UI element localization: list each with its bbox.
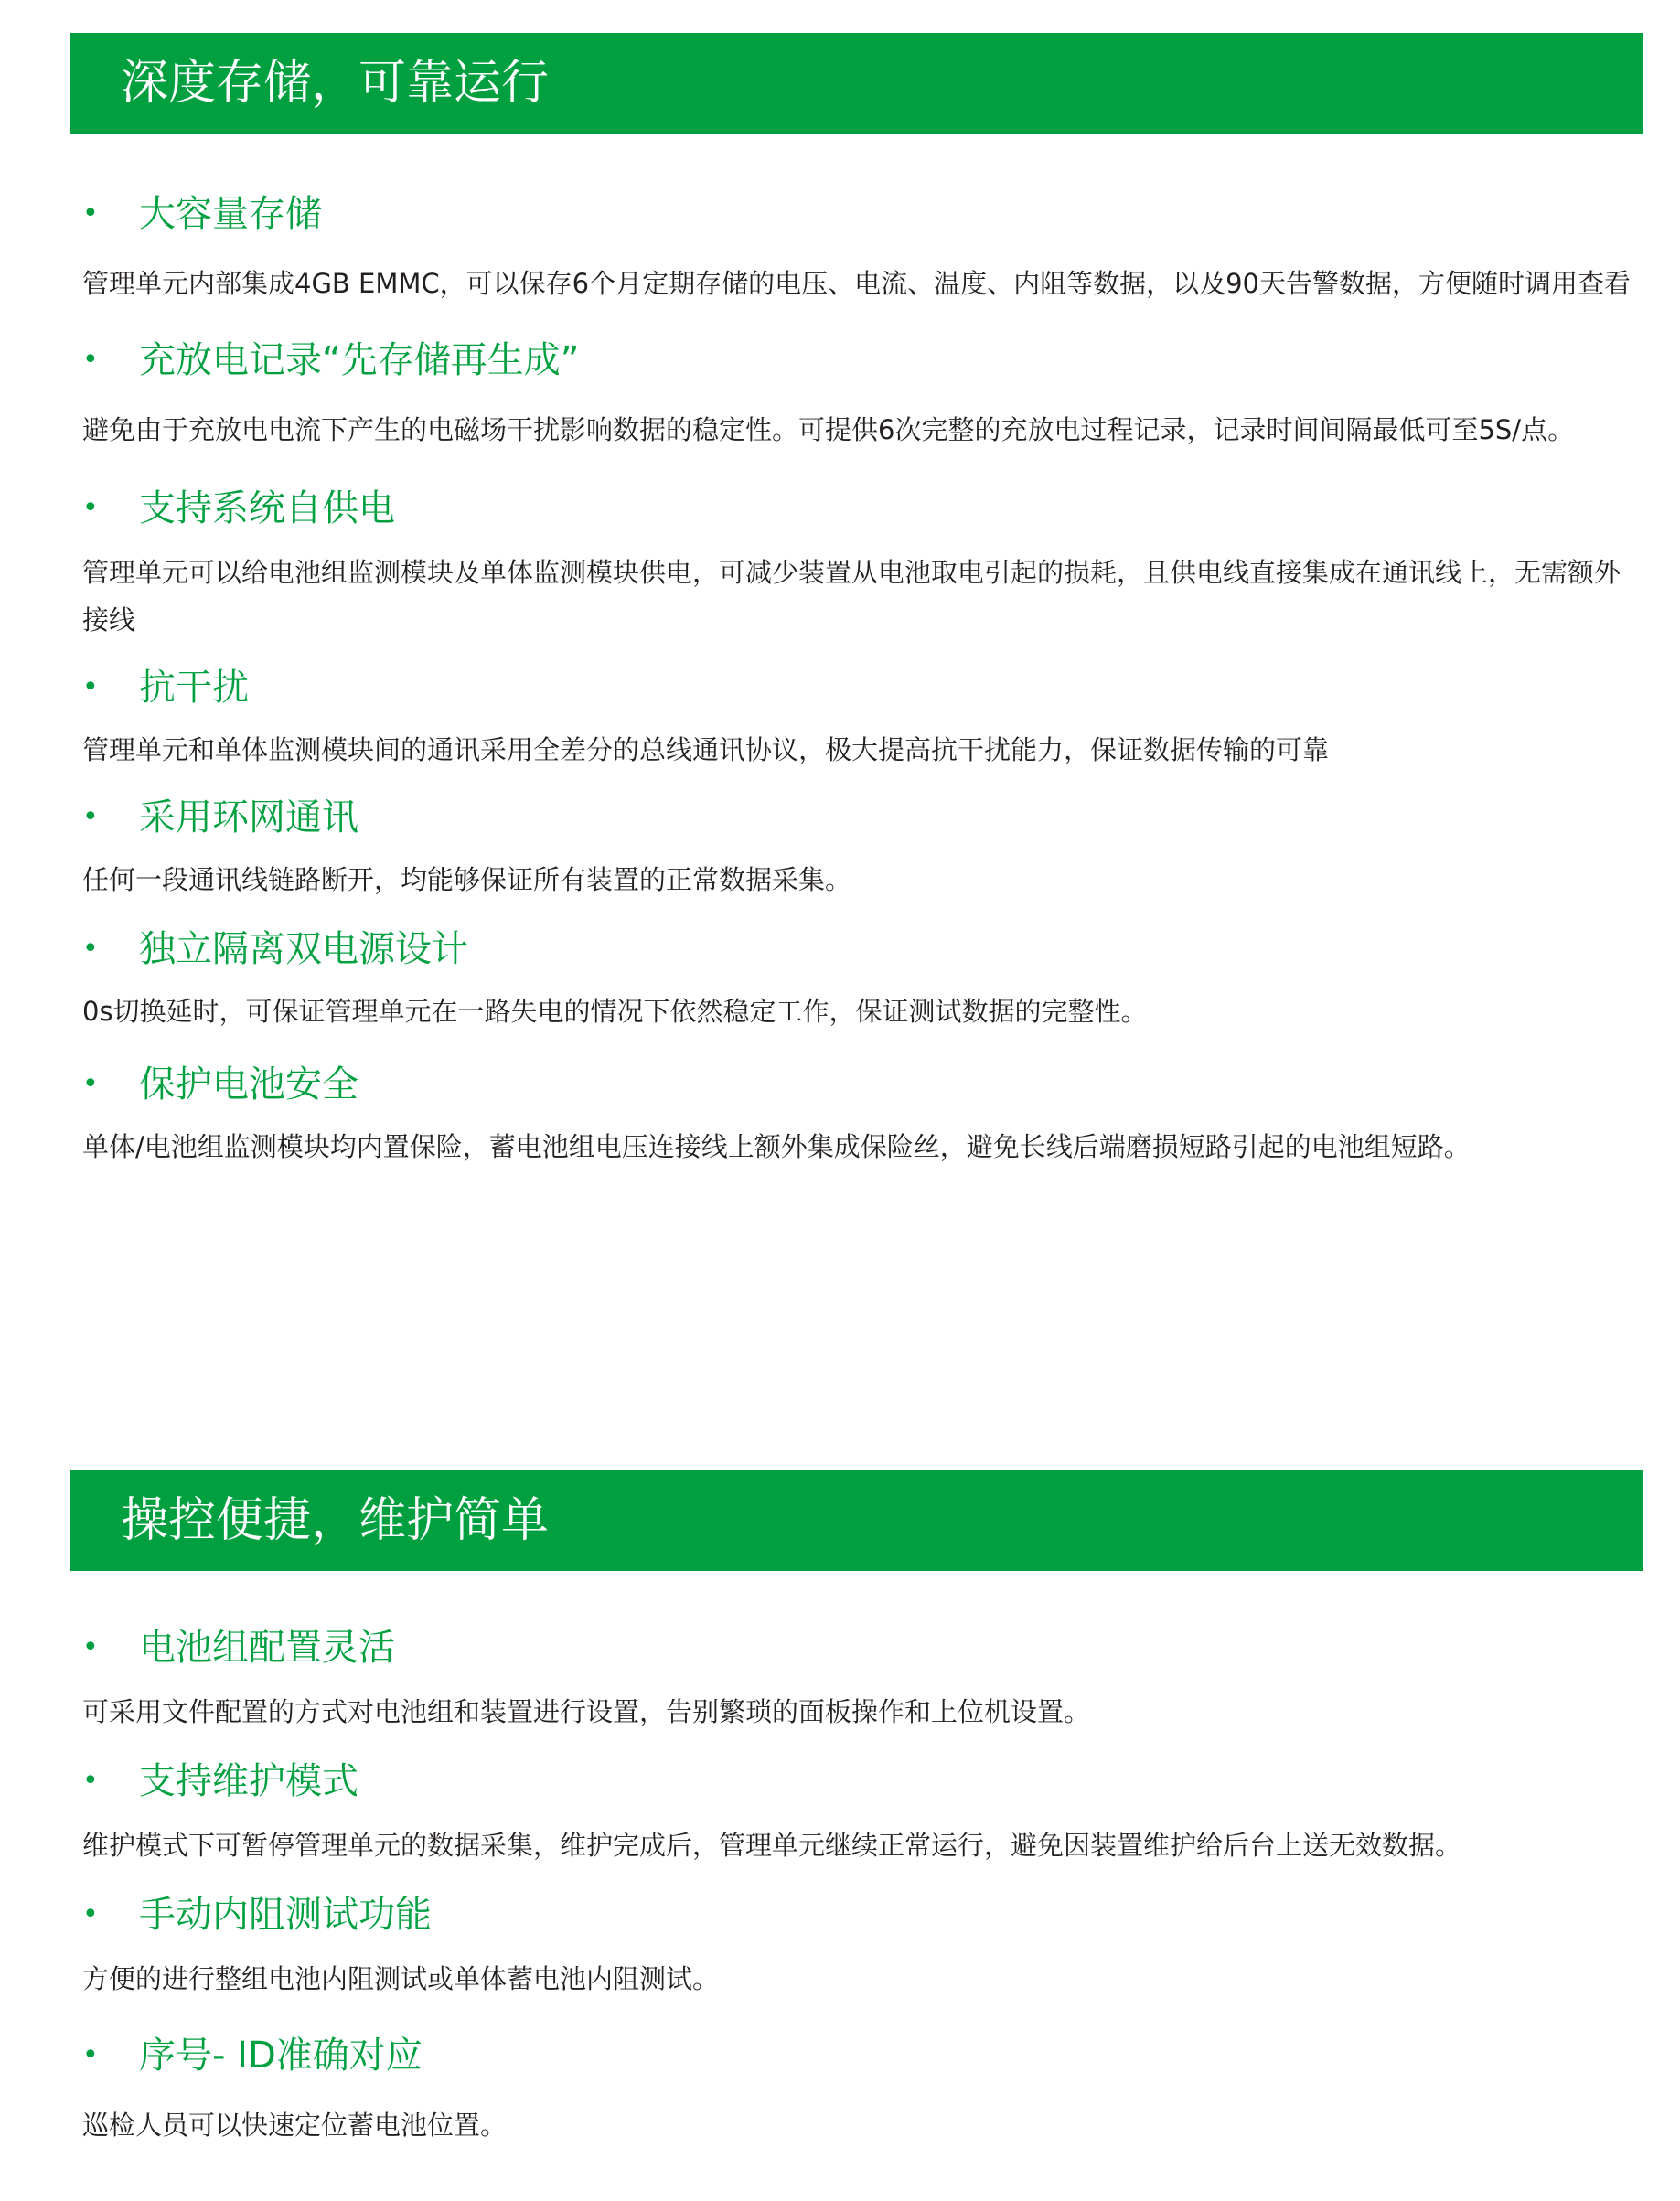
section-heading: 深度存储，可靠运行: [70, 33, 1643, 134]
section-heading: 操控便捷，维护简单: [70, 1470, 1643, 1571]
feature-title: [82, 188, 1643, 240]
feature-description: 可采用文件配置的方式对电池组和装置进行设置，告别繁琐的面板操作和上位机设置。: [82, 1696, 1091, 1727]
feature-title: [82, 2030, 1643, 2081]
feature-title-text: 抗干扰: [139, 667, 249, 709]
feature-title-text: 充放电记录“先存储再生成”: [139, 339, 580, 381]
feature-description: 避免由于充放电电流下产生的电磁场干扰影响数据的稳定性。可提供6次完整的充放电过程记录，记录时间间隔最低可至5S/点。: [82, 414, 1575, 445]
feature-item: [82, 188, 1643, 307]
bullet-icon: •: [82, 1765, 99, 1797]
feature-title-text: 支持系统自供电: [139, 487, 395, 529]
bullet-icon: •: [82, 198, 99, 230]
feature-item: [82, 1756, 1643, 1869]
feature-item: [82, 792, 1643, 903]
feature-description: 0s切换延时，可保证管理单元在一路失电的情况下依然稳定工作，保证测试数据的完整性。: [82, 996, 1148, 1027]
feature-title-text: 电池组配置灵活: [139, 1627, 395, 1669]
section-reliable-storage: [70, 33, 1643, 1170]
feature-title-text: 支持维护模式: [139, 1760, 358, 1802]
feature-description: 管理单元内部集成4GB EMMC，可以保存6个月定期存储的电压、电流、温度、内阻等数据，以及90天告警数据，方便随时调用查看: [82, 268, 1632, 299]
section-easy-operation: [70, 1470, 1643, 2149]
feature-item: [82, 1622, 1643, 1736]
feature-title-text: 独立隔离双电源设计: [139, 928, 468, 970]
feature-title: [82, 924, 1643, 975]
feature-description: 巡检人员可以快速定位蓄电池位置。: [82, 2110, 508, 2141]
feature-item: [82, 2030, 1643, 2149]
feature-title: [82, 483, 1643, 534]
feature-title-text: 保护电池安全: [139, 1063, 358, 1106]
feature-item: [82, 1059, 1643, 1170]
feature-title: [82, 662, 1643, 713]
feature-item: [82, 1889, 1643, 2003]
bullet-icon: •: [82, 671, 99, 703]
feature-title: [82, 1622, 1643, 1673]
feature-description: 单体/电池组监测模块均内置保险，蓄电池组电压连接线上额外集成保险丝，避免长线后端磨损短路引起的电池组短路。: [82, 1131, 1471, 1162]
feature-description: 维护模式下可暂停管理单元的数据采集，维护完成后，管理单元继续正常运行，避免因装置维护给后台上送无效数据。: [82, 1830, 1462, 1861]
feature-title: [82, 1889, 1643, 1940]
bullet-icon: •: [82, 492, 99, 524]
feature-item: [82, 924, 1643, 1035]
feature-item: [82, 483, 1643, 644]
bullet-icon: •: [82, 1068, 99, 1100]
bullet-icon: •: [82, 2039, 99, 2071]
feature-title: [82, 335, 1643, 386]
bullet-icon: •: [82, 933, 99, 965]
feature-title-text: 采用环网通讯: [139, 796, 358, 839]
bullet-icon: •: [82, 344, 99, 376]
bullet-icon: •: [82, 1898, 99, 1930]
feature-list: [70, 1571, 1643, 2149]
feature-description: 管理单元和单体监测模块间的通讯采用全差分的总线通讯协议，极大提高抗干扰能力，保证数据传输的可靠: [82, 734, 1330, 765]
feature-title-text: 序号- ID准确对应: [139, 2035, 423, 2077]
bullet-icon: •: [82, 1631, 99, 1663]
feature-description: 方便的进行整组电池内阻测试或单体蓄电池内阻测试。: [82, 1963, 720, 1994]
feature-title-text: 手动内阻测试功能: [139, 1894, 432, 1936]
feature-description: 管理单元可以给电池组监测模块及单体监测模块供电，可减少装置从电池取电引起的损耗，且供电线直接集成在通讯线上，无需额外接线: [82, 557, 1621, 636]
feature-title: [82, 1756, 1643, 1807]
feature-title-text: 大容量存储: [139, 193, 322, 235]
feature-item: [82, 335, 1643, 454]
feature-description: 任何一段通讯线链路断开，均能够保证所有装置的正常数据采集。: [82, 864, 852, 895]
feature-title: [82, 1059, 1643, 1110]
feature-item: [82, 662, 1643, 774]
bullet-icon: •: [82, 801, 99, 833]
feature-list: [70, 134, 1643, 1170]
feature-title: [82, 792, 1643, 843]
